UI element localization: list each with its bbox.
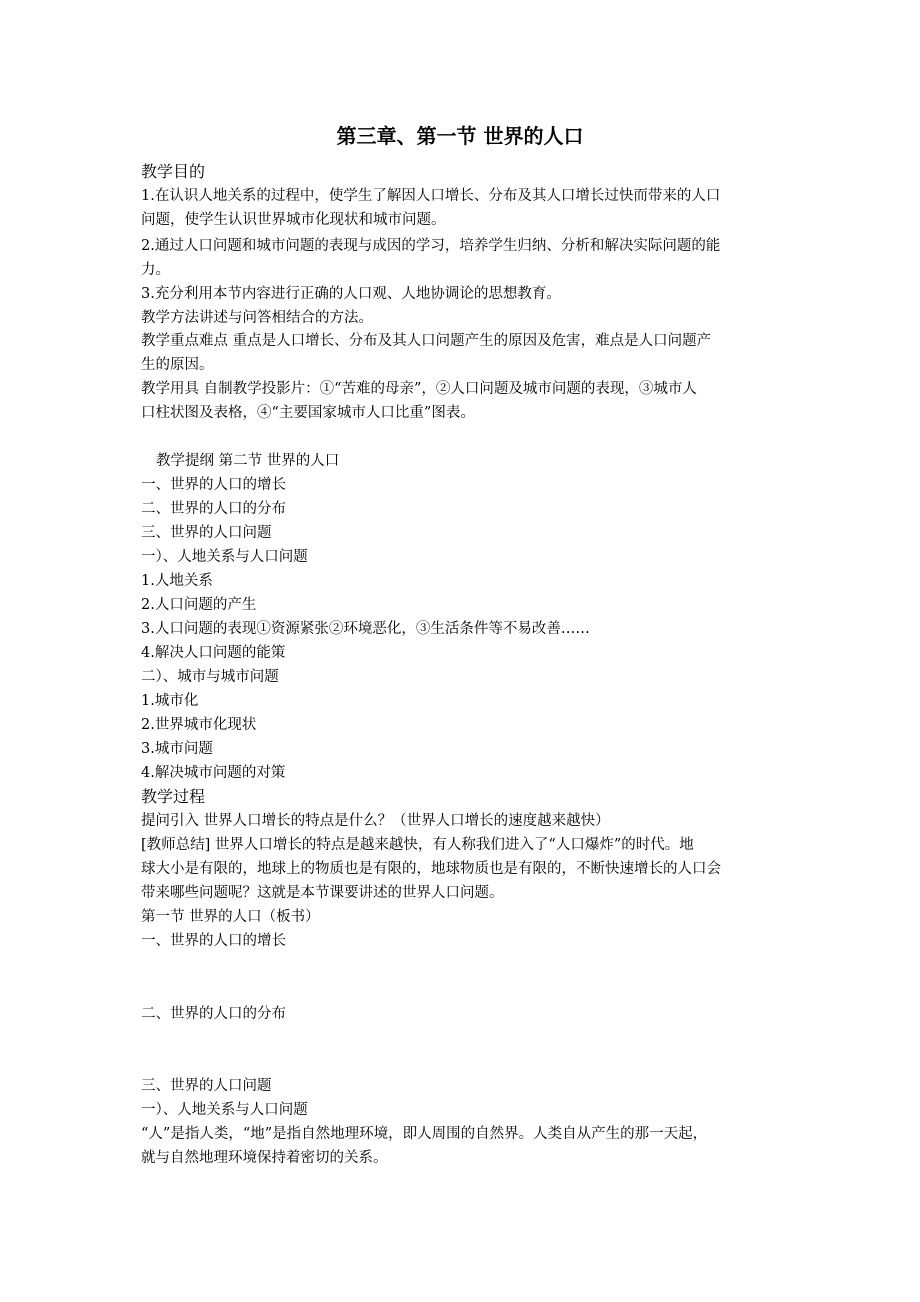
outline-item: 2.人口问题的产生 <box>141 597 257 613</box>
paragraph-line: 一、世界的人口的增长 <box>141 933 286 949</box>
outline-item: 一）、人地关系与人口问题 <box>141 549 308 565</box>
outline-item: 3.城市问题 <box>141 741 213 757</box>
paragraph-line: 球大小是有限的，地球上的物质也是有限的，地球物质也是有限的，不断快速增长的人口会 <box>141 861 721 877</box>
outline-item: 1.城市化 <box>141 693 199 709</box>
outline-item: 4.解决城市问题的对策 <box>141 765 286 781</box>
paragraph-line: 二、世界的人口的分布 <box>141 1006 286 1022</box>
outline-item: 二）、城市与城市问题 <box>141 669 279 685</box>
paragraph-line: 教学用具 自制教学投影片：①“苦难的母亲”，②人口问题及城市问题的表现，③城市人 <box>141 381 697 397</box>
paragraph-line: 提问引入 世界人口增长的特点是什么？（世界人口增长的速度越来越快） <box>141 813 610 829</box>
outline-item: 3.人口问题的表现①资源紧张②环境恶化，③生活条件等不易改善…… <box>141 621 590 637</box>
paragraph-line: 2.通过人口问题和城市问题的表现与成因的学习，培养学生归纳、分析和解决实际问题的能 <box>141 238 721 254</box>
paragraph-line: 问题，使学生认识世界城市化现状和城市问题。 <box>141 212 446 228</box>
paragraph-line: 一）、人地关系与人口问题 <box>141 1102 308 1118</box>
paragraph-line: 三、世界的人口问题 <box>141 1078 272 1094</box>
paragraph-line: 就与自然地理环境保持着密切的关系。 <box>141 1150 388 1166</box>
paragraph-line: 3.充分利用本节内容进行正确的人口观、人地协调论的思想教育。 <box>141 286 561 302</box>
heading-teaching-objectives: 教学目的 <box>141 162 206 181</box>
heading-outline: 教学提纲 第二节 世界的人口 <box>156 453 340 469</box>
paragraph-line: 口柱状图及表格，④“主要国家城市人口比重”图表。 <box>141 405 475 421</box>
outline-item: 一、世界的人口的增长 <box>141 477 286 493</box>
paragraph-line: “人”是指人类，“地”是指自然地理环境，即人周围的自然界。人类自从产生的那一天起， <box>141 1126 708 1142</box>
outline-item: 1.人地关系 <box>141 573 213 589</box>
outline-item: 二、世界的人口的分布 <box>141 501 286 517</box>
paragraph-line: 教学重点难点 重点是人口增长、分布及其人口问题产生的原因及危害，难点是人口问题产 <box>141 333 712 349</box>
document-title: 第三章、第一节 世界的人口 <box>336 124 584 148</box>
heading-teaching-process: 教学过程 <box>141 787 206 806</box>
outline-item: 2.世界城市化现状 <box>141 717 257 733</box>
paragraph-line: 带来哪些问题呢？这就是本节课要讲述的世界人口问题。 <box>141 885 504 901</box>
paragraph-line: 第一节 世界的人口（板书） <box>141 909 320 925</box>
paragraph-line: [教师总结] 世界人口增长的特点是越来越快，有人称我们进入了“人口爆炸”的时代。地 <box>141 837 694 853</box>
outline-item: 4.解决人口问题的能策 <box>141 645 286 661</box>
outline-item: 三、世界的人口问题 <box>141 525 272 541</box>
paragraph-line: 教学方法讲述与问答相结合的方法。 <box>141 310 373 326</box>
paragraph-line: 力。 <box>141 262 170 278</box>
paragraph-line: 1.在认识人地关系的过程中，使学生了解因人口增长、分布及其人口增长过快而带来的人口 <box>141 188 721 204</box>
paragraph-line: 生的原因。 <box>141 357 214 373</box>
